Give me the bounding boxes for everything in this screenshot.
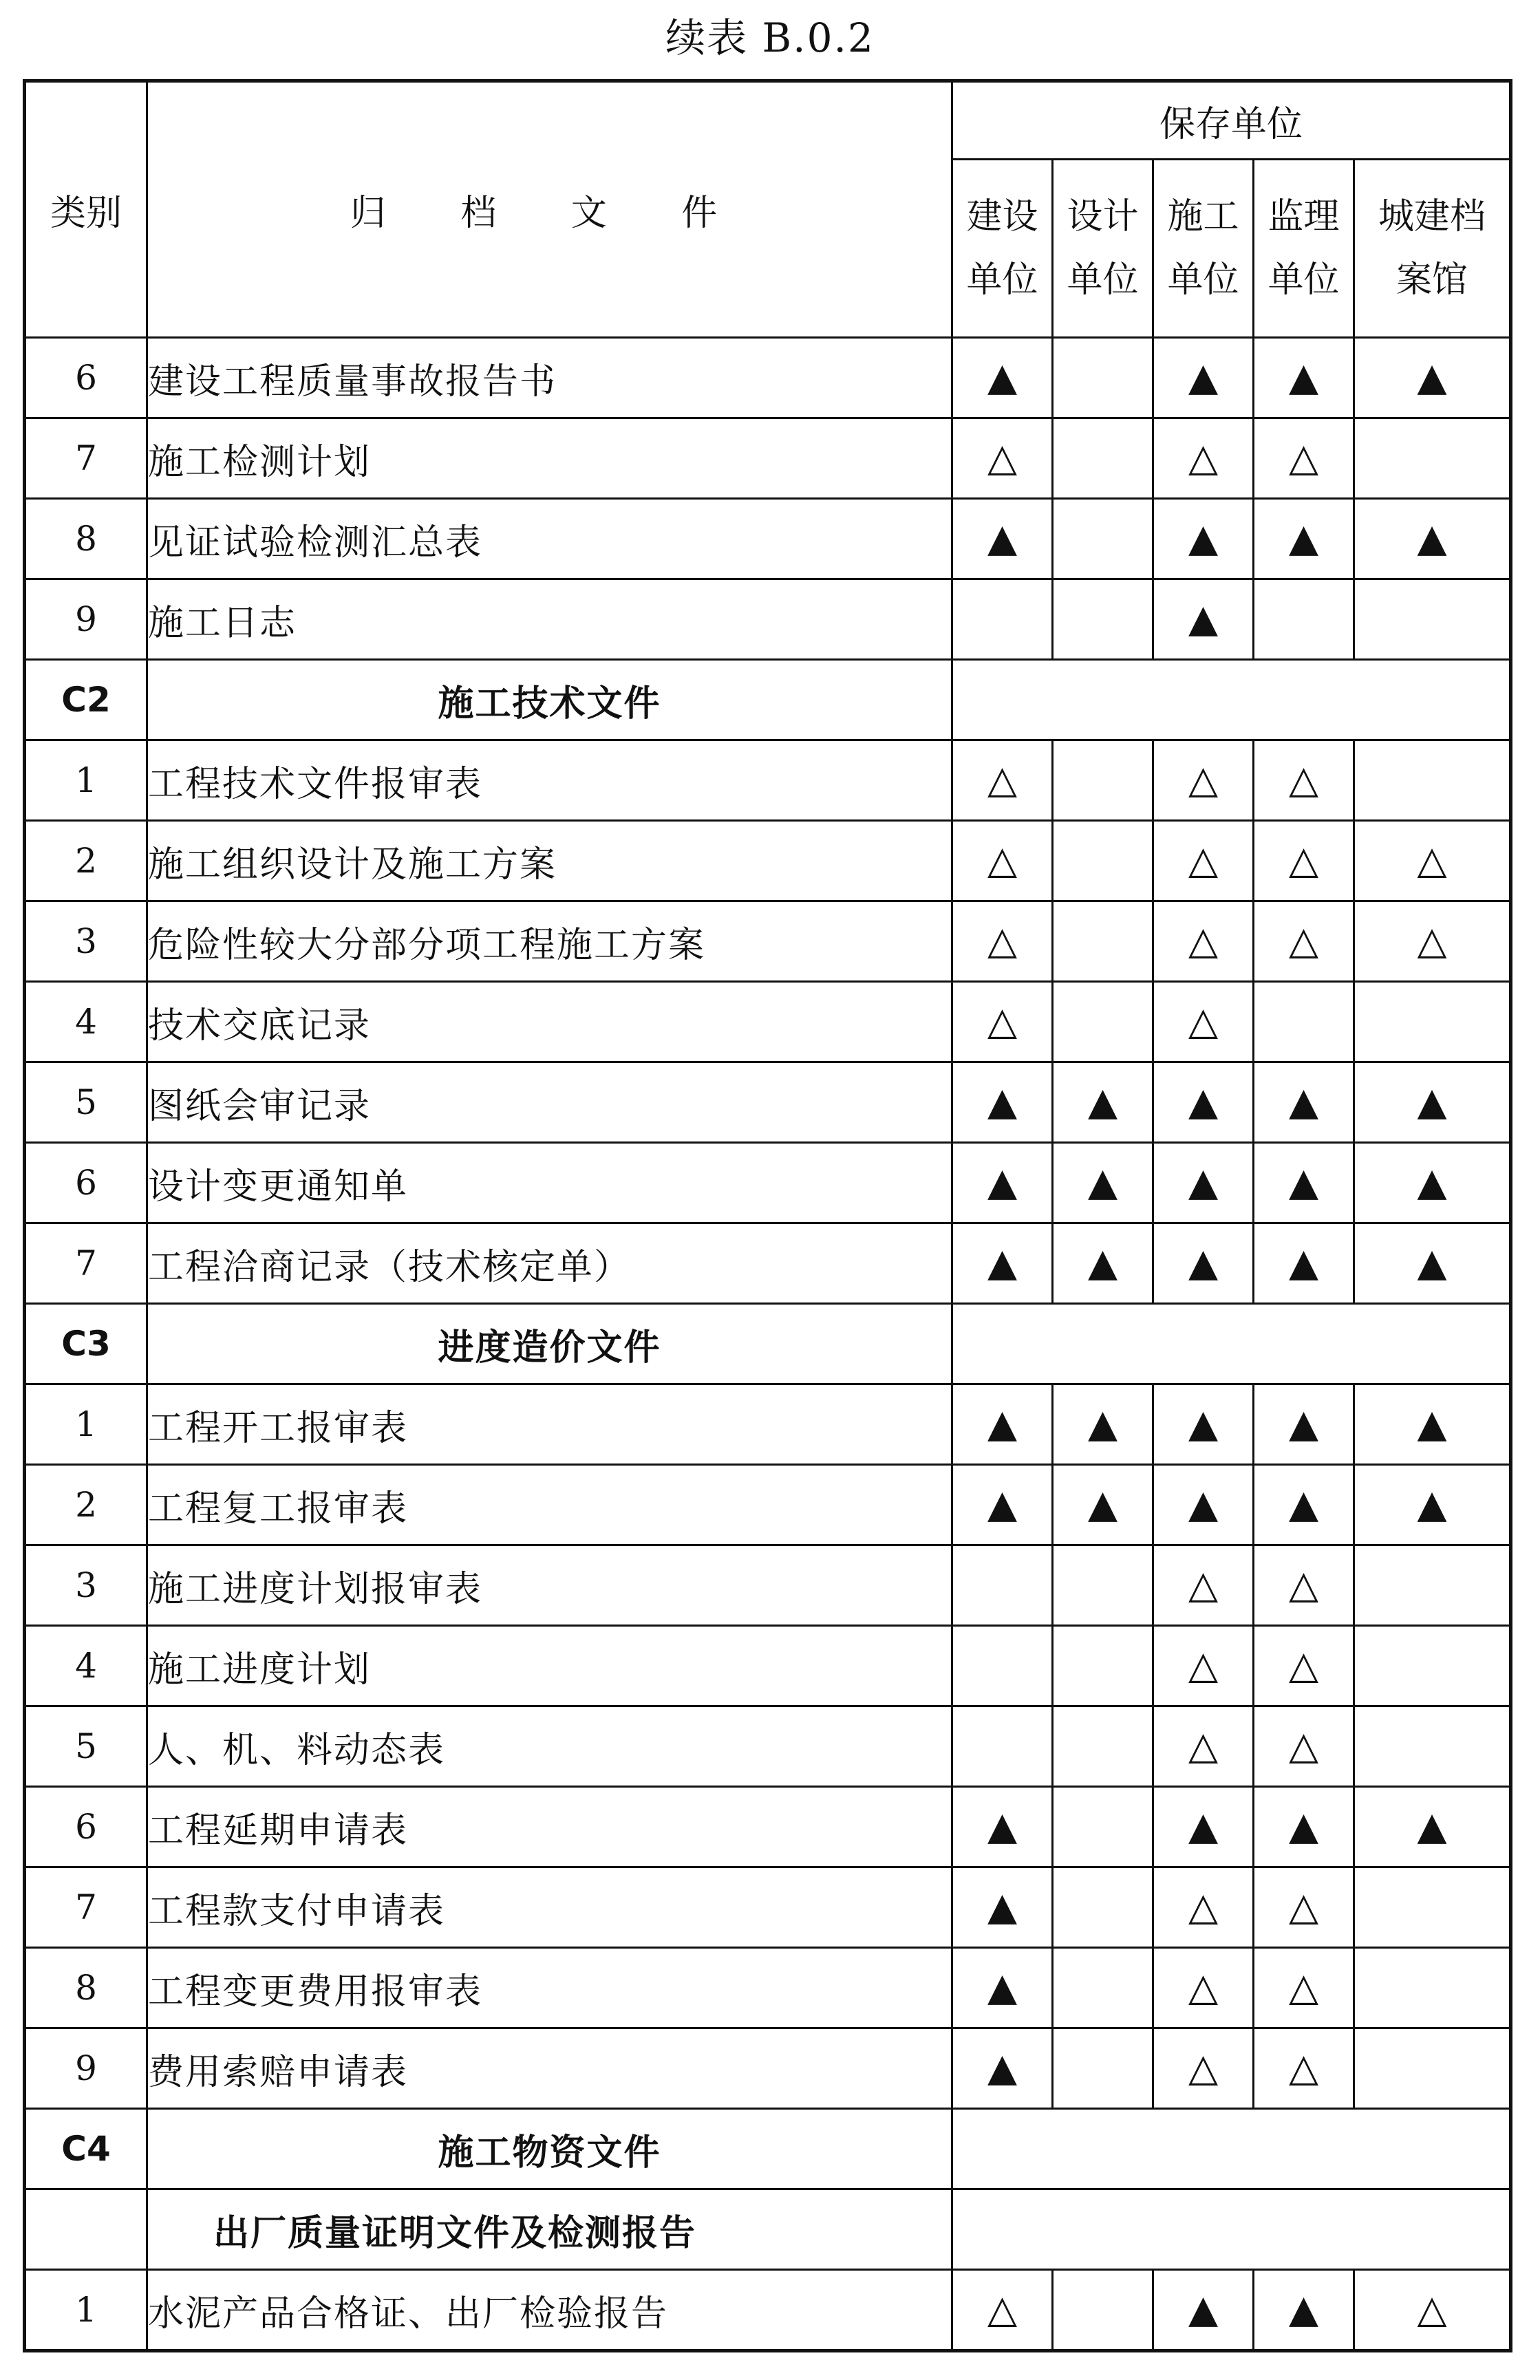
- table-body: [25, 338, 1511, 2351]
- mark-contractor-hollow-triangle-icon: △: [1153, 2028, 1254, 2109]
- mark-construction-owner-filled-triangle-icon: ▲: [952, 1223, 1053, 1304]
- document-name: 图纸会审记录: [147, 1062, 952, 1143]
- row-number: C3: [25, 1304, 147, 1384]
- mark-design-empty-cell: [1053, 1545, 1153, 1626]
- mark-supervision-filled-triangle-icon: ▲: [1254, 1223, 1354, 1304]
- mark-design-filled-triangle-icon: ▲: [1053, 1384, 1153, 1465]
- mark-contractor-filled-triangle-icon: ▲: [1153, 1143, 1254, 1223]
- section-row: [25, 2109, 1511, 2189]
- table-row: [25, 1465, 1511, 1545]
- table-row: [25, 982, 1511, 1062]
- mark-construction-owner-filled-triangle-icon: ▲: [952, 338, 1053, 418]
- mark-supervision-hollow-triangle-icon: △: [1254, 1867, 1354, 1948]
- row-number: 4: [25, 1626, 147, 1706]
- header-unit-construction-owner: 建设 单位: [952, 160, 1053, 338]
- table-row: [25, 2028, 1511, 2109]
- mark-design-filled-triangle-icon: ▲: [1053, 1062, 1153, 1143]
- mark-construction-owner-empty-cell: [952, 1626, 1053, 1706]
- section-row: [25, 1304, 1511, 1384]
- document-name: 施工组织设计及施工方案: [147, 821, 952, 901]
- mark-construction-owner-hollow-triangle-icon: △: [952, 2270, 1053, 2351]
- mark-contractor-hollow-triangle-icon: △: [1153, 982, 1254, 1062]
- mark-supervision-hollow-triangle-icon: △: [1254, 1626, 1354, 1706]
- mark-supervision-filled-triangle-icon: ▲: [1254, 1143, 1354, 1223]
- empty-unit-cells: [952, 2189, 1511, 2270]
- mark-city-archive-empty-cell: [1354, 579, 1511, 660]
- mark-city-archive-filled-triangle-icon: ▲: [1354, 1465, 1511, 1545]
- mark-contractor-hollow-triangle-icon: △: [1153, 1626, 1254, 1706]
- mark-construction-owner-hollow-triangle-icon: △: [952, 821, 1053, 901]
- mark-contractor-hollow-triangle-icon: △: [1153, 1706, 1254, 1787]
- table-row: [25, 1223, 1511, 1304]
- table-row: [25, 338, 1511, 418]
- row-number: C2: [25, 660, 147, 740]
- mark-construction-owner-empty-cell: [952, 579, 1053, 660]
- row-number: C4: [25, 2109, 147, 2189]
- row-number: [25, 2189, 147, 2270]
- mark-construction-owner-filled-triangle-icon: ▲: [952, 499, 1053, 579]
- mark-contractor-hollow-triangle-icon: △: [1153, 821, 1254, 901]
- table-row: [25, 579, 1511, 660]
- table-row: [25, 1948, 1511, 2028]
- mark-design-filled-triangle-icon: ▲: [1053, 1465, 1153, 1545]
- table-row: [25, 740, 1511, 821]
- section-title: 进度造价文件: [147, 1304, 952, 1384]
- table-row: [25, 1384, 1511, 1465]
- row-number: 3: [25, 901, 147, 982]
- mark-construction-owner-empty-cell: [952, 1706, 1053, 1787]
- table-row: [25, 1143, 1511, 1223]
- mark-supervision-hollow-triangle-icon: △: [1254, 1545, 1354, 1626]
- mark-contractor-hollow-triangle-icon: △: [1153, 1545, 1254, 1626]
- row-number: 5: [25, 1062, 147, 1143]
- mark-contractor-filled-triangle-icon: ▲: [1153, 1223, 1254, 1304]
- document-name: 工程技术文件报审表: [147, 740, 952, 821]
- mark-design-empty-cell: [1053, 740, 1153, 821]
- mark-construction-owner-filled-triangle-icon: ▲: [952, 1062, 1053, 1143]
- mark-design-empty-cell: [1053, 1867, 1153, 1948]
- header-document: 归 档 文 件: [147, 81, 952, 338]
- archive-table: [23, 79, 1512, 2352]
- mark-design-empty-cell: [1053, 1948, 1153, 2028]
- mark-construction-owner-hollow-triangle-icon: △: [952, 418, 1053, 499]
- document-name: 见证试验检测汇总表: [147, 499, 952, 579]
- mark-city-archive-filled-triangle-icon: ▲: [1354, 1223, 1511, 1304]
- mark-city-archive-empty-cell: [1354, 1948, 1511, 2028]
- row-number: 8: [25, 499, 147, 579]
- row-number: 7: [25, 1223, 147, 1304]
- mark-contractor-hollow-triangle-icon: △: [1153, 901, 1254, 982]
- document-name: 工程变更费用报审表: [147, 1948, 952, 2028]
- mark-supervision-filled-triangle-icon: ▲: [1254, 1465, 1354, 1545]
- document-name: 施工检测计划: [147, 418, 952, 499]
- empty-unit-cells: [952, 660, 1511, 740]
- mark-contractor-filled-triangle-icon: ▲: [1153, 1062, 1254, 1143]
- table-row: [25, 1867, 1511, 1948]
- mark-city-archive-hollow-triangle-icon: △: [1354, 901, 1511, 982]
- subsection-row: [25, 2189, 1511, 2270]
- empty-unit-cells: [952, 1304, 1511, 1384]
- mark-design-empty-cell: [1053, 821, 1153, 901]
- document-name: 建设工程质量事故报告书: [147, 338, 952, 418]
- mark-construction-owner-filled-triangle-icon: ▲: [952, 1143, 1053, 1223]
- mark-design-empty-cell: [1053, 499, 1153, 579]
- mark-city-archive-hollow-triangle-icon: △: [1354, 2270, 1511, 2351]
- mark-construction-owner-hollow-triangle-icon: △: [952, 901, 1053, 982]
- document-name: 施工进度计划: [147, 1626, 952, 1706]
- mark-city-archive-empty-cell: [1354, 1867, 1511, 1948]
- row-number: 6: [25, 338, 147, 418]
- mark-design-filled-triangle-icon: ▲: [1053, 1143, 1153, 1223]
- row-number: 7: [25, 418, 147, 499]
- row-number: 6: [25, 1787, 147, 1867]
- document-name: 工程延期申请表: [147, 1787, 952, 1867]
- table-row: [25, 1787, 1511, 1867]
- mark-design-empty-cell: [1053, 1787, 1153, 1867]
- document-name: 费用索赔申请表: [147, 2028, 952, 2109]
- table-row: [25, 1626, 1511, 1706]
- table-row: [25, 499, 1511, 579]
- header-unit-supervision: 监理 单位: [1254, 160, 1354, 338]
- mark-construction-owner-hollow-triangle-icon: △: [952, 740, 1053, 821]
- document-name: 施工日志: [147, 579, 952, 660]
- header-unit-design: 设计 单位: [1053, 160, 1153, 338]
- document-name: 工程款支付申请表: [147, 1867, 952, 1948]
- mark-supervision-empty-cell: [1254, 579, 1354, 660]
- mark-city-archive-empty-cell: [1354, 982, 1511, 1062]
- row-number: 5: [25, 1706, 147, 1787]
- document-name: 人、机、料动态表: [147, 1706, 952, 1787]
- empty-unit-cells: [952, 2109, 1511, 2189]
- mark-contractor-hollow-triangle-icon: △: [1153, 740, 1254, 821]
- mark-supervision-hollow-triangle-icon: △: [1254, 1948, 1354, 2028]
- mark-contractor-hollow-triangle-icon: △: [1153, 418, 1254, 499]
- row-number: 9: [25, 579, 147, 660]
- mark-contractor-hollow-triangle-icon: △: [1153, 1867, 1254, 1948]
- mark-supervision-hollow-triangle-icon: △: [1254, 901, 1354, 982]
- table-row: [25, 821, 1511, 901]
- mark-city-archive-empty-cell: [1354, 418, 1511, 499]
- mark-supervision-filled-triangle-icon: ▲: [1254, 2270, 1354, 2351]
- mark-construction-owner-hollow-triangle-icon: △: [952, 982, 1053, 1062]
- header-unit-city-archive: 城建档 案馆: [1354, 160, 1511, 338]
- mark-contractor-hollow-triangle-icon: △: [1153, 1948, 1254, 2028]
- table-row: [25, 901, 1511, 982]
- mark-supervision-filled-triangle-icon: ▲: [1254, 1384, 1354, 1465]
- mark-contractor-filled-triangle-icon: ▲: [1153, 499, 1254, 579]
- row-number: 7: [25, 1867, 147, 1948]
- row-number: 3: [25, 1545, 147, 1626]
- mark-supervision-hollow-triangle-icon: △: [1254, 2028, 1354, 2109]
- section-row: [25, 660, 1511, 740]
- row-number: 2: [25, 821, 147, 901]
- row-number: 8: [25, 1948, 147, 2028]
- header-unit-contractor: 施工 单位: [1153, 160, 1254, 338]
- mark-supervision-hollow-triangle-icon: △: [1254, 1706, 1354, 1787]
- table-row: [25, 1062, 1511, 1143]
- mark-contractor-filled-triangle-icon: ▲: [1153, 1787, 1254, 1867]
- mark-city-archive-filled-triangle-icon: ▲: [1354, 338, 1511, 418]
- section-title: 施工技术文件: [147, 660, 952, 740]
- mark-supervision-filled-triangle-icon: ▲: [1254, 338, 1354, 418]
- table-row: [25, 2270, 1511, 2351]
- mark-construction-owner-filled-triangle-icon: ▲: [952, 1465, 1053, 1545]
- mark-design-empty-cell: [1053, 901, 1153, 982]
- mark-design-empty-cell: [1053, 1706, 1153, 1787]
- header-category: 类别: [25, 81, 147, 338]
- mark-design-empty-cell: [1053, 338, 1153, 418]
- table-row: [25, 1706, 1511, 1787]
- mark-city-archive-empty-cell: [1354, 1626, 1511, 1706]
- subsection-title: 出厂质量证明文件及检测报告: [147, 2189, 952, 2270]
- row-number: 2: [25, 1465, 147, 1545]
- table-row: [25, 418, 1511, 499]
- mark-design-empty-cell: [1053, 418, 1153, 499]
- mark-contractor-filled-triangle-icon: ▲: [1153, 1384, 1254, 1465]
- mark-contractor-filled-triangle-icon: ▲: [1153, 2270, 1254, 2351]
- row-number: 1: [25, 1384, 147, 1465]
- mark-supervision-empty-cell: [1254, 982, 1354, 1062]
- mark-contractor-filled-triangle-icon: ▲: [1153, 1465, 1254, 1545]
- mark-construction-owner-empty-cell: [952, 1545, 1053, 1626]
- mark-supervision-filled-triangle-icon: ▲: [1254, 499, 1354, 579]
- mark-contractor-filled-triangle-icon: ▲: [1153, 338, 1254, 418]
- table-row: [25, 1545, 1511, 1626]
- mark-city-archive-filled-triangle-icon: ▲: [1354, 1143, 1511, 1223]
- mark-city-archive-empty-cell: [1354, 740, 1511, 821]
- row-number: 9: [25, 2028, 147, 2109]
- mark-design-empty-cell: [1053, 2028, 1153, 2109]
- mark-city-archive-filled-triangle-icon: ▲: [1354, 1384, 1511, 1465]
- mark-supervision-filled-triangle-icon: ▲: [1254, 1787, 1354, 1867]
- mark-design-empty-cell: [1053, 579, 1153, 660]
- mark-city-archive-filled-triangle-icon: ▲: [1354, 1062, 1511, 1143]
- row-number: 1: [25, 740, 147, 821]
- document-name: 水泥产品合格证、出厂检验报告: [147, 2270, 952, 2351]
- mark-design-filled-triangle-icon: ▲: [1053, 1223, 1153, 1304]
- row-number: 4: [25, 982, 147, 1062]
- mark-design-empty-cell: [1053, 2270, 1153, 2351]
- row-number: 6: [25, 1143, 147, 1223]
- mark-city-archive-filled-triangle-icon: ▲: [1354, 1787, 1511, 1867]
- mark-supervision-hollow-triangle-icon: △: [1254, 740, 1354, 821]
- row-number: 1: [25, 2270, 147, 2351]
- mark-city-archive-filled-triangle-icon: ▲: [1354, 499, 1511, 579]
- mark-design-empty-cell: [1053, 982, 1153, 1062]
- document-name: 危险性较大分部分项工程施工方案: [147, 901, 952, 982]
- mark-city-archive-empty-cell: [1354, 1545, 1511, 1626]
- document-name: 工程开工报审表: [147, 1384, 952, 1465]
- mark-design-empty-cell: [1053, 1626, 1153, 1706]
- header-save-units: 保存单位: [952, 81, 1511, 160]
- mark-contractor-filled-triangle-icon: ▲: [1153, 579, 1254, 660]
- document-name: 工程洽商记录（技术核定单）: [147, 1223, 952, 1304]
- section-title: 施工物资文件: [147, 2109, 952, 2189]
- document-name: 工程复工报审表: [147, 1465, 952, 1545]
- mark-supervision-filled-triangle-icon: ▲: [1254, 1062, 1354, 1143]
- mark-construction-owner-filled-triangle-icon: ▲: [952, 1948, 1053, 2028]
- mark-city-archive-hollow-triangle-icon: △: [1354, 821, 1511, 901]
- mark-construction-owner-filled-triangle-icon: ▲: [952, 1787, 1053, 1867]
- mark-supervision-hollow-triangle-icon: △: [1254, 821, 1354, 901]
- mark-city-archive-empty-cell: [1354, 1706, 1511, 1787]
- mark-supervision-hollow-triangle-icon: △: [1254, 418, 1354, 499]
- document-name: 设计变更通知单: [147, 1143, 952, 1223]
- table-caption: 续表 B.0.2: [665, 14, 875, 61]
- mark-city-archive-empty-cell: [1354, 2028, 1511, 2109]
- mark-construction-owner-filled-triangle-icon: ▲: [952, 1867, 1053, 1948]
- document-name: 施工进度计划报审表: [147, 1545, 952, 1626]
- mark-construction-owner-filled-triangle-icon: ▲: [952, 2028, 1053, 2109]
- mark-construction-owner-filled-triangle-icon: ▲: [952, 1384, 1053, 1465]
- document-name: 技术交底记录: [147, 982, 952, 1062]
